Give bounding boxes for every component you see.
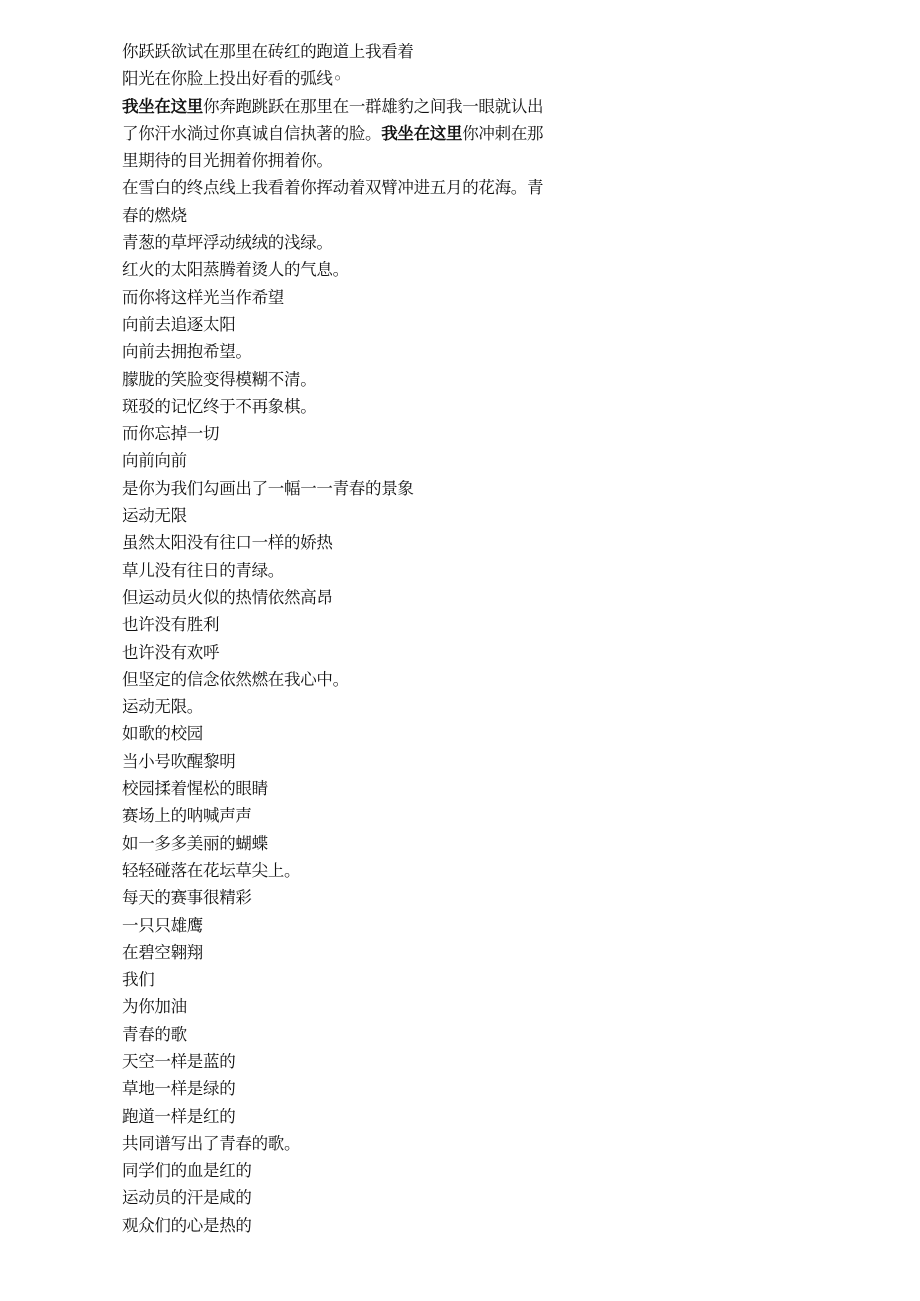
text-line <box>122 1103 592 1130</box>
text-segment: 赛场上的呐喊声声 <box>122 806 252 826</box>
text-segment: 观众们的心是热的 <box>122 1215 252 1235</box>
text-line <box>122 857 592 884</box>
text-segment: 当小号吹醒黎明 <box>122 751 236 771</box>
text-segment: 红火的太阳蒸腾着烫人的气息。 <box>122 260 349 280</box>
text-line <box>122 639 592 666</box>
text-segment: 你冲刺在那 <box>462 123 544 143</box>
text-line <box>122 120 592 147</box>
text-line <box>122 966 592 993</box>
text-line <box>122 1212 592 1239</box>
text-segment: 而你忘掉一切 <box>122 424 220 444</box>
text-line <box>122 147 592 174</box>
text-segment: 了你汗水淌过你真诚自信执著的脸。 <box>122 123 382 143</box>
text-line <box>122 93 592 120</box>
text-line <box>122 884 592 911</box>
text-line <box>122 38 592 65</box>
text-line <box>122 1184 592 1211</box>
text-segment: 跑道一样是红的 <box>122 1106 236 1126</box>
text-segment: 但运动员火似的热情依然高昂 <box>122 587 333 607</box>
text-line <box>122 475 592 502</box>
text-segment: 青春的歌 <box>122 1024 187 1044</box>
text-segment: 运动无限 <box>122 506 187 526</box>
text-segment: 青葱的草坪浮动绒绒的浅绿。 <box>122 233 333 253</box>
text-line <box>122 666 592 693</box>
text-line <box>122 939 592 966</box>
text-segment: 但坚定的信念依然燃在我心中。 <box>122 669 349 689</box>
text-line <box>122 366 592 393</box>
text-line <box>122 802 592 829</box>
text-segment: 而你将这样光当作希望 <box>122 287 285 307</box>
text-line <box>122 584 592 611</box>
text-segment: 也许没有胜利 <box>122 615 220 635</box>
text-line <box>122 1130 592 1157</box>
text-segment: 阳光在你脸上投出好看的弧线◦ <box>122 69 343 89</box>
text-line <box>122 830 592 857</box>
text-line <box>122 338 592 365</box>
text-segment: 在雪白的终点线上我看着你挥动着双臂冲进五月的花海。青 <box>122 178 544 198</box>
text-line <box>122 1048 592 1075</box>
text-segment: 斑驳的记忆终于不再象棋。 <box>122 396 317 416</box>
text-segment: 为你加油 <box>122 997 187 1017</box>
text-segment: 春的燃烧 <box>122 205 187 225</box>
text-segment: 运动无限。 <box>122 697 204 717</box>
text-line <box>122 1075 592 1102</box>
text-line <box>122 557 592 584</box>
text-segment: 我们 <box>122 970 155 990</box>
text-segment: 一只只雄鹰 <box>122 915 204 935</box>
text-segment: 每天的赛事很精彩 <box>122 888 252 908</box>
text-segment: 如一多多美丽的蝴蝶 <box>122 833 268 853</box>
text-line <box>122 65 592 92</box>
text-line <box>122 1157 592 1184</box>
text-segment: 向前去追逐太阳 <box>122 314 236 334</box>
text-line <box>122 611 592 638</box>
text-line <box>122 229 592 256</box>
text-line <box>122 284 592 311</box>
text-line <box>122 202 592 229</box>
text-segment: 草儿没有往日的青绿。 <box>122 560 285 580</box>
text-segment: 在碧空翱翔 <box>122 942 204 962</box>
text-line <box>122 1021 592 1048</box>
text-segment: 草地一样是绿的 <box>122 1079 236 1099</box>
text-line <box>122 420 592 447</box>
text-line <box>122 720 592 747</box>
text-line <box>122 256 592 283</box>
text-line <box>122 447 592 474</box>
text-segment: 校园揉着惺松的眼睛 <box>122 779 268 799</box>
text-segment: 你跃跃欲试在那里在砖红的跑道上我看着 <box>122 42 414 61</box>
text-line <box>122 529 592 556</box>
bold-phrase: 我坐在这里 <box>122 96 204 116</box>
text-segment: 你奔跑跳跃在那里在一群雄豹之间我一眼就认出 <box>203 96 544 116</box>
text-segment: 虽然太阳没有往口一样的娇热 <box>122 533 333 553</box>
text-line <box>122 311 592 338</box>
text-segment: 也许没有欢呼 <box>122 642 220 662</box>
text-line <box>122 775 592 802</box>
text-segment: 运动员的汗是咸的 <box>122 1188 252 1208</box>
text-segment: 同学们的血是红的 <box>122 1161 252 1181</box>
text-segment: 如歌的校园 <box>122 724 204 744</box>
text-line <box>122 748 592 775</box>
text-line <box>122 393 592 420</box>
document-body <box>122 38 592 1239</box>
text-segment: 轻轻碰落在花坛草尖上。 <box>122 860 301 880</box>
text-line <box>122 693 592 720</box>
text-line <box>122 502 592 529</box>
text-line <box>122 912 592 939</box>
text-segment: 是你为我们勾画出了一幅一一青春的景象 <box>122 478 414 498</box>
text-line <box>122 993 592 1020</box>
text-line <box>122 174 592 201</box>
text-segment: 向前去拥抱希望。 <box>122 342 252 362</box>
bold-phrase: 我坐在这里 <box>381 123 463 143</box>
text-segment: 天空一样是蓝的 <box>122 1051 236 1071</box>
text-segment: 朦胧的笑脸变得模糊不清。 <box>122 369 317 389</box>
text-segment: 里期待的目光拥着你拥着你。 <box>122 151 333 171</box>
text-segment: 向前向前 <box>122 451 187 471</box>
text-segment: 共同谱写出了青春的歌。 <box>122 1133 301 1153</box>
